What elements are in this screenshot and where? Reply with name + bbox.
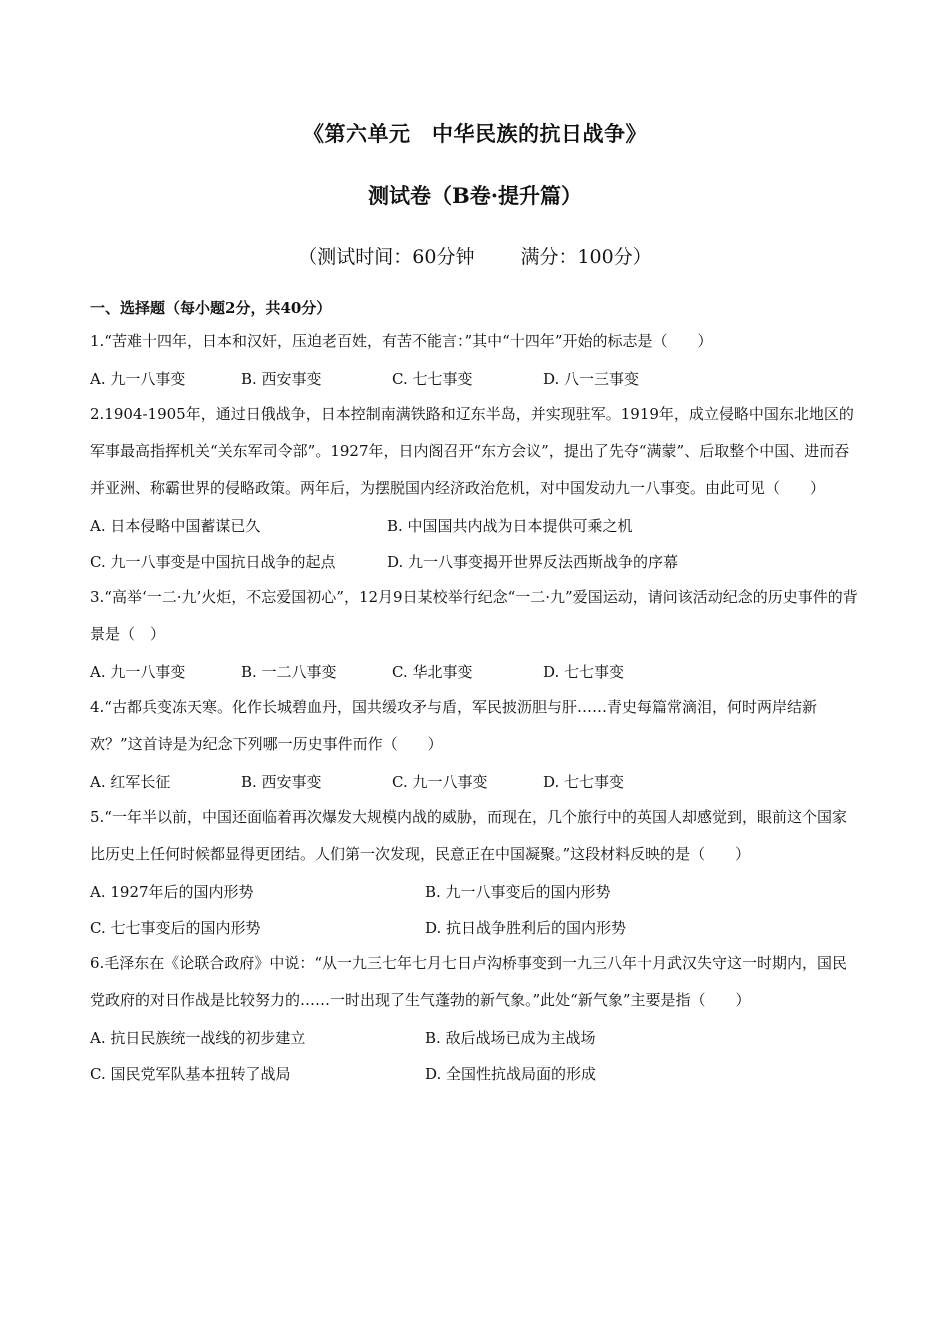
question-4: [90, 689, 860, 799]
option-d: D. 抗日战争胜利后的国内形势: [425, 918, 627, 937]
option-row: [90, 507, 860, 543]
option-c: C. 华北事变: [392, 662, 473, 681]
option-c: C. 七七事变后的国内形势: [90, 918, 261, 937]
question-2: [90, 396, 860, 579]
question-list: [90, 323, 860, 1091]
option-b: B. 敌后战场已成为主战场: [425, 1028, 596, 1047]
option-b: B. 一二八事变: [241, 662, 337, 681]
option-row: [90, 873, 860, 909]
option-d: D. 七七事变: [543, 772, 625, 791]
question-1: [90, 323, 860, 396]
option-row: [90, 1019, 860, 1055]
option-row: [90, 909, 860, 945]
document-title: 《第六单元 中华民族的抗日战争》: [303, 121, 647, 146]
option-a: A. 1927年后的国内形势: [90, 882, 254, 901]
question-stem: 3.“高举‘一二·九’火炬，不忘爱国初心”，12月9日某校举行纪念“一二·九”爱国运动，请问该活动纪念的历史事件的背景是（ ）: [90, 588, 858, 643]
section-heading: 一、选择题（每小题2分，共40分）: [90, 299, 332, 317]
option-a: A. 九一八事变: [90, 369, 186, 388]
option-d: D. 七七事变: [543, 662, 625, 681]
question-stem: 2.1904-1905年，通过日俄战争，日本控制南满铁路和辽东半岛，并实现驻军。1919年，成立侵略中国东北地区的军事最高指挥机关“关东军司令部”。1927年，日内阁召开“东方会议”，提出了先夺“满蒙”、后取整个中国、进而吞并亚洲、称霸世界的侵略政策。两年后，为摆脱国内经济政治危机，对中国发动九一八事变。由此可见（ ）: [90, 405, 854, 497]
question-3: [90, 579, 860, 689]
option-c: C. 九一八事变: [392, 772, 488, 791]
option-b: B. 西安事变: [241, 369, 322, 388]
option-b: B. 中国国共内战为日本提供可乘之机: [387, 516, 633, 535]
option-a: A. 九一八事变: [90, 662, 186, 681]
option-c: C. 七七事变: [392, 369, 473, 388]
option-row: [90, 360, 860, 396]
option-row: [90, 1055, 860, 1091]
option-row: [90, 543, 860, 579]
option-b: B. 西安事变: [241, 772, 322, 791]
option-b: B. 九一八事变后的国内形势: [425, 882, 611, 901]
test-time: （测试时间：60分钟: [298, 246, 475, 268]
document-subtitle: 测试卷（B卷·提升篇）: [367, 183, 583, 208]
option-a: A. 抗日民族统一战线的初步建立: [90, 1028, 306, 1047]
option-d: D. 九一八事变揭开世界反法西斯战争的序幕: [387, 552, 679, 571]
question-6: [90, 945, 860, 1091]
question-stem: 5.“一年半以前，中国还面临着再次爆发大规模内战的威胁，而现在，几个旅行中的英国人却感觉到，眼前这个国家比历史上任何时候都显得更团结。人们第一次发现，民意正在中国凝聚。”这段材料反映的是（ ）: [90, 808, 847, 863]
test-score: 满分：100分）: [520, 246, 652, 268]
option-a: A. 红军长征: [90, 772, 171, 791]
test-meta: [0, 242, 950, 269]
question-stem: 4.“古都兵变冻天寒。化作长城碧血丹，国共缓攻矛与盾，军民披沥胆与肝……青史每篇常滴泪，何时两岸结新欢？”这首诗是为纪念下列哪一历史事件而作（ ）: [90, 698, 817, 753]
option-row: [90, 763, 860, 799]
option-a: A. 日本侵略中国蓄谋已久: [90, 516, 261, 535]
option-row: [90, 653, 860, 689]
question-5: [90, 799, 860, 945]
question-stem: 1.“苦难十四年，日本和汉奸，压迫老百姓，有苦不能言：”其中“十四年”开始的标志是（ ）: [90, 332, 713, 350]
option-d: D. 八一三事变: [543, 369, 640, 388]
option-d: D. 全国性抗战局面的形成: [425, 1064, 597, 1083]
option-c: C. 国民党军队基本扭转了战局: [90, 1064, 291, 1083]
question-stem: 6.毛泽东在《论联合政府》中说：“从一九三七年七月七日卢沟桥事变到一九三八年十月武汉失守这一时期内，国民党政府的对日作战是比较努力的……一时出现了生气蓬勃的新气象。”此处“新气象”主要是指（ ）: [90, 954, 847, 1009]
option-c: C. 九一八事变是中国抗日战争的起点: [90, 552, 336, 571]
